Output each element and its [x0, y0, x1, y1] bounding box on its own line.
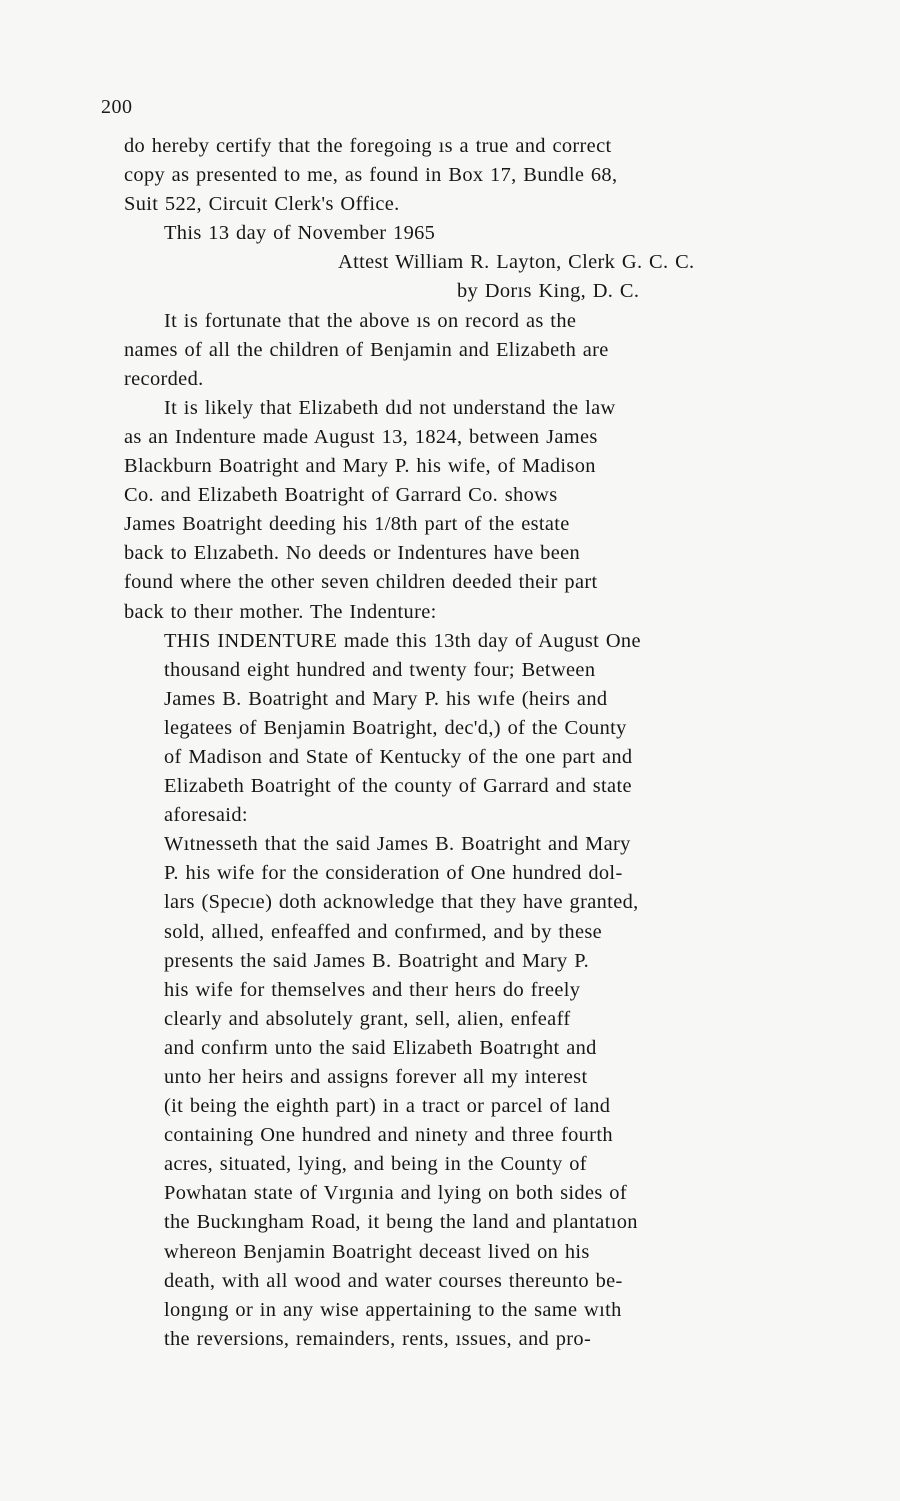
text-line: Suit 522, Circuit Clerk's Office.: [124, 193, 400, 216]
text-line: Blackburn Boatright and Mary P. his wife, of Madison: [124, 455, 596, 478]
text-line: as an Indenture made August 13, 1824, between James: [124, 425, 598, 448]
text-line: sold, allıed, enfeaffed and confırmed, and by these: [164, 920, 603, 943]
text-line: found where the other seven children deeded their part: [124, 571, 598, 594]
text-line: thousand eight hundred and twenty four; Between: [164, 658, 596, 681]
text-line: longıng or in any wise appertaining to the same wıth: [164, 1298, 622, 1321]
text-line: presents the said James B. Boatright and Mary P.: [164, 949, 590, 972]
text-line: James Boatright deeding his 1/8th part of the estate: [124, 513, 570, 536]
text-line: copy as presented to me, as found in Box 17, Bundle 68,: [124, 164, 618, 187]
text-line: back to Elızabeth. No deeds or Indentures have been: [124, 542, 581, 565]
text-line: the reversions, remainders, rents, ıssues, and pro-: [164, 1327, 592, 1350]
text-line: the Buckıngham Road, it beıng the land and plantatıon: [164, 1211, 638, 1234]
text-line: of Madison and State of Kentucky of the one part and: [164, 745, 633, 768]
text-line: unto her heirs and assigns forever all my interest: [164, 1066, 588, 1088]
text-line: death, with all wood and water courses thereunto be-: [164, 1269, 623, 1292]
text-line: It is fortunate that the above ıs on record as the: [164, 309, 577, 332]
text-line: containing One hundred and ninety and three fourth: [164, 1124, 613, 1147]
text-line: do hereby certify that the foregoing ıs a true and correct: [124, 135, 612, 157]
text-line: back to theır mother. The Indenture:: [124, 600, 437, 623]
text-line: lars (Specıe) doth acknowledge that they have granted,: [164, 891, 639, 914]
text-line: names of all the children of Benјamin and Elizabeth are: [124, 338, 609, 361]
text-line: aforesaid:: [164, 804, 248, 827]
text-line: Attest William R. Layton, Clerk G. C. C.: [338, 251, 695, 274]
text-line: P. his wife for the consideration of One hundred dol-: [164, 862, 623, 885]
text-line: It is likely that Elizabeth dıd not understand the law: [164, 396, 616, 419]
text-line: his wife for themselves and theır heırs do freely: [164, 978, 581, 1001]
text-line: recorded.: [124, 367, 204, 390]
typescript-text-block: [0, 132, 900, 1354]
text-line: James B. Boatright and Mary P. his wıfe (heirs and: [164, 687, 608, 710]
text-line: acres, situated, lying, and being in the County of: [164, 1153, 587, 1176]
text-line: THIS INDENTURE made this 13th day of August One: [164, 629, 641, 652]
text-line: whereon Benjamin Boatright deceast lived on his: [164, 1240, 590, 1263]
text-line: by Dorıs King, D. C.: [457, 280, 640, 303]
text-line: This 13 day of November 1965: [164, 222, 436, 245]
text-line: Co. and Elizabeth Boatright of Garrard Co. shows: [124, 484, 558, 507]
text-line: legatees of Benjamin Boatright, dec'd,) of the County: [164, 716, 627, 739]
text-line: Powhatan state of Vırgınia and lying on both sides of: [164, 1182, 627, 1205]
text-line: (it being the eighth part) in a tract or parcel of land: [164, 1095, 611, 1118]
text-line: and confırm unto the said Elizabeth Boatrıght and: [164, 1036, 597, 1059]
page-number: 200: [101, 96, 133, 118]
text-line: Elizabeth Boatright of the county of Garrard and state: [164, 775, 632, 798]
text-line: Wıtnesseth that the said James B. Boatright and Mary: [164, 833, 631, 856]
text-line: clearly and absolutely grant, sell, alien, enfeaff: [164, 1007, 571, 1030]
